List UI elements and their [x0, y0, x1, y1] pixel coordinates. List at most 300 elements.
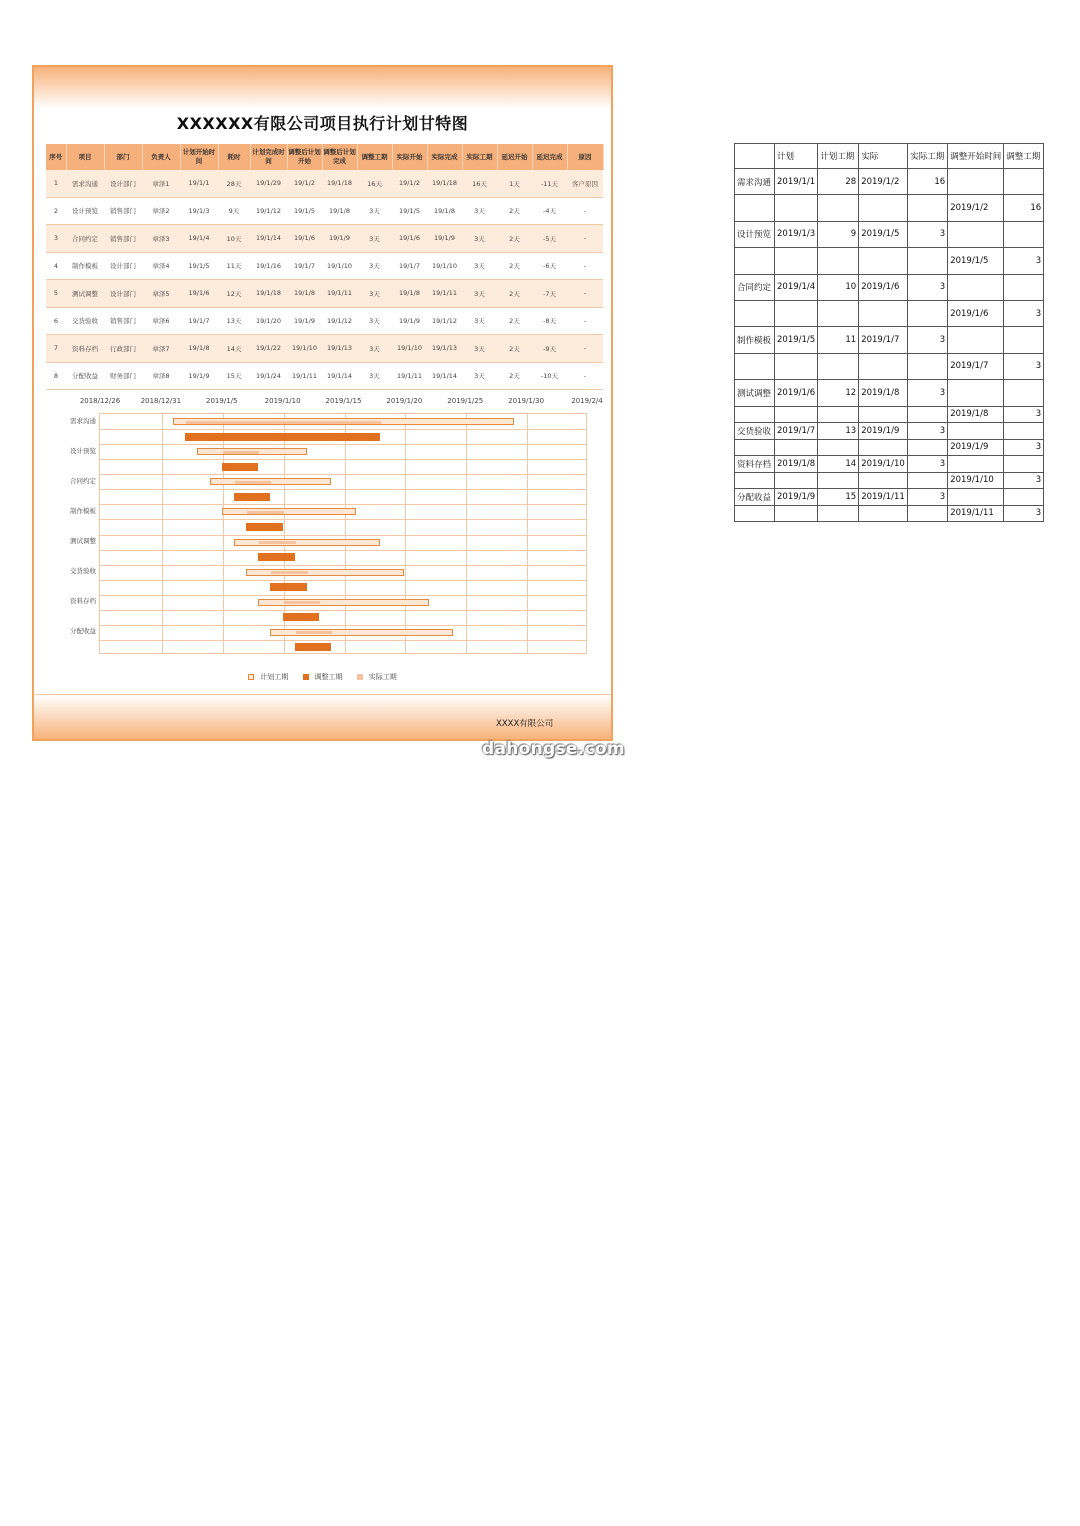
plan-cell: 章泽1 — [142, 170, 180, 197]
plan-cell: 19/1/4 — [180, 225, 218, 253]
plan-bar — [173, 418, 514, 425]
side-table-row — [735, 274, 1044, 300]
plan-header-cell: 部门 — [104, 144, 142, 170]
plan-cell: 19/1/10 — [392, 335, 427, 363]
side-cell: 3 — [908, 456, 948, 473]
category-label: 合同约定 — [70, 476, 96, 485]
side-cell: 13 — [818, 423, 859, 440]
category-label: 交货验收 — [70, 567, 96, 576]
side-table-row — [735, 248, 1044, 274]
plan-cell: 3天 — [462, 335, 497, 363]
plan-cell: 19/1/24 — [250, 362, 287, 390]
plan-cell: 19/1/6 — [392, 225, 427, 253]
side-cell: 2019/1/7 — [859, 327, 908, 353]
side-cell — [948, 456, 1004, 473]
plan-table-row — [46, 225, 603, 253]
grid-hline — [100, 610, 586, 611]
actual-bar — [271, 571, 308, 574]
plan-cell: 7 — [46, 335, 66, 363]
side-cell: 2019/1/8 — [775, 456, 818, 473]
x-tick-label: 2019/2/4 — [571, 397, 603, 405]
side-cell — [859, 300, 908, 326]
side-cell — [1004, 169, 1044, 195]
side-data-table — [734, 143, 1044, 522]
side-table-header-row — [735, 144, 1044, 169]
side-cell: 3 — [908, 489, 948, 506]
side-cell — [1004, 380, 1044, 406]
gantt-grid — [99, 413, 587, 654]
side-cell: 设计预览 — [735, 221, 775, 247]
side-cell: 资料存档 — [735, 456, 775, 473]
plan-cell: 2天 — [497, 335, 532, 363]
gantt-chart — [34, 385, 611, 685]
side-cell: 14 — [818, 456, 859, 473]
side-cell: 2019/1/9 — [948, 439, 1004, 456]
side-table-row — [735, 169, 1044, 195]
side-cell — [818, 472, 859, 489]
plan-cell: 16天 — [357, 170, 392, 197]
side-cell — [1004, 456, 1044, 473]
plan-cell: 19/1/10 — [322, 252, 357, 280]
category-label: 设计预览 — [70, 446, 96, 455]
plan-cell: 11天 — [218, 252, 250, 280]
grid-hline — [100, 459, 586, 460]
side-cell: 28 — [818, 169, 859, 195]
side-cell — [859, 472, 908, 489]
side-cell: 3 — [1004, 300, 1044, 326]
plan-cell: 19/1/8 — [287, 280, 322, 308]
grid-hline — [100, 595, 586, 596]
side-table-row — [735, 221, 1044, 247]
side-cell — [859, 505, 908, 522]
plan-header-cell: 调整后计划开始 — [287, 144, 322, 170]
side-cell: 11 — [818, 327, 859, 353]
adjust-bar — [258, 553, 295, 561]
grid-hline — [100, 625, 586, 626]
side-cell: 3 — [908, 274, 948, 300]
plan-cell: 19/1/14 — [427, 362, 462, 390]
side-cell: 2019/1/5 — [775, 327, 818, 353]
side-cell: 2019/1/6 — [859, 274, 908, 300]
footer-company: XXXX有限公司 — [496, 719, 554, 729]
plan-cell: 19/1/10 — [427, 252, 462, 280]
side-cell — [735, 300, 775, 326]
category-label: 资料存档 — [70, 597, 96, 606]
side-cell — [775, 406, 818, 423]
plan-bar — [210, 478, 332, 485]
side-table-row — [735, 353, 1044, 379]
plan-cell: 设计部门 — [104, 280, 142, 308]
plan-header-cell: 负责人 — [142, 144, 180, 170]
plan-cell: 3天 — [462, 307, 497, 335]
side-cell — [948, 423, 1004, 440]
plan-table-row — [46, 335, 603, 363]
x-tick-label: 2019/1/5 — [206, 397, 238, 405]
plan-cell: 19/1/11 — [427, 280, 462, 308]
plan-header-cell: 调整工期 — [357, 144, 392, 170]
plan-cell: 19/1/9 — [180, 362, 218, 390]
side-header-cell — [735, 144, 775, 169]
legend-adjust-label: 调整工期 — [314, 673, 343, 681]
header-band — [34, 67, 611, 109]
side-cell — [735, 195, 775, 221]
plan-cell: 章泽5 — [142, 280, 180, 308]
plan-cell: 销售部门 — [104, 307, 142, 335]
side-cell — [735, 248, 775, 274]
side-cell: 2019/1/9 — [775, 489, 818, 506]
plan-cell: 10天 — [218, 225, 250, 253]
plan-header-cell: 计划开始时间 — [180, 144, 218, 170]
plan-cell: - — [567, 307, 603, 335]
side-cell: 2019/1/3 — [775, 221, 818, 247]
plan-cell: 19/1/12 — [427, 307, 462, 335]
legend-actual-swatch — [357, 674, 363, 680]
side-cell — [948, 274, 1004, 300]
plan-cell: 3天 — [357, 225, 392, 253]
side-cell — [735, 472, 775, 489]
adjust-bar — [283, 613, 320, 621]
adjust-bar — [295, 643, 332, 651]
plan-cell: 19/1/5 — [287, 197, 322, 225]
plan-cell: 19/1/6 — [287, 225, 322, 253]
side-table-row — [735, 406, 1044, 423]
plan-cell: 2 — [46, 197, 66, 225]
side-cell — [908, 248, 948, 274]
plan-cell: 13天 — [218, 307, 250, 335]
plan-cell: 15天 — [218, 362, 250, 390]
plan-cell: 19/1/29 — [250, 170, 287, 197]
side-cell: 2019/1/8 — [859, 380, 908, 406]
plan-cell: 1 — [46, 170, 66, 197]
plan-cell: 3天 — [462, 362, 497, 390]
side-cell: 2019/1/7 — [775, 423, 818, 440]
adjust-bar — [185, 433, 380, 441]
plan-header-cell: 实际工期 — [462, 144, 497, 170]
side-cell — [1004, 423, 1044, 440]
plan-cell: -7天 — [532, 280, 567, 308]
plan-cell: 16天 — [462, 170, 497, 197]
plan-bar — [222, 508, 356, 515]
plan-table-row — [46, 252, 603, 280]
plan-cell: -11天 — [532, 170, 567, 197]
plan-header-cell: 延迟开始 — [497, 144, 532, 170]
category-label: 测试调整 — [70, 537, 96, 546]
plan-cell: - — [567, 362, 603, 390]
plan-cell: 19/1/9 — [392, 307, 427, 335]
side-cell — [735, 439, 775, 456]
side-cell: 2019/1/11 — [859, 489, 908, 506]
plan-header-cell: 实际完成 — [427, 144, 462, 170]
plan-bar — [246, 569, 404, 576]
plan-bar — [258, 599, 428, 606]
plan-cell: 销售部门 — [104, 225, 142, 253]
plan-cell: 销售部门 — [104, 197, 142, 225]
plan-cell: 19/1/10 — [287, 335, 322, 363]
side-cell — [859, 406, 908, 423]
plan-cell: 19/1/9 — [322, 225, 357, 253]
grid-vline — [527, 414, 528, 653]
plan-cell: 19/1/11 — [392, 362, 427, 390]
plan-cell: 设计部门 — [104, 252, 142, 280]
plan-cell: 测试调整 — [66, 280, 104, 308]
plan-cell: -5天 — [532, 225, 567, 253]
plan-cell: 3天 — [357, 335, 392, 363]
adjust-bar — [234, 493, 271, 501]
plan-cell: 19/1/18 — [427, 170, 462, 197]
plan-header-cell: 原因 — [567, 144, 603, 170]
grid-hline — [100, 504, 586, 505]
plan-cell: 2天 — [497, 197, 532, 225]
side-cell — [818, 353, 859, 379]
plan-cell: 设计预览 — [66, 197, 104, 225]
actual-bar — [296, 631, 333, 634]
side-cell — [908, 472, 948, 489]
plan-cell: - — [567, 280, 603, 308]
side-cell — [735, 353, 775, 379]
plan-header-cell: 项目 — [66, 144, 104, 170]
grid-vline — [405, 414, 406, 653]
side-cell — [948, 489, 1004, 506]
side-cell: 3 — [1004, 505, 1044, 522]
plan-cell: 资料存档 — [66, 335, 104, 363]
side-cell — [818, 248, 859, 274]
side-cell: 2019/1/7 — [948, 353, 1004, 379]
side-cell — [948, 169, 1004, 195]
side-cell: 3 — [1004, 248, 1044, 274]
plan-cell: 制作模板 — [66, 252, 104, 280]
plan-cell: 14天 — [218, 335, 250, 363]
side-header-cell: 实际 — [859, 144, 908, 169]
side-table-row — [735, 423, 1044, 440]
side-table-row — [735, 489, 1044, 506]
plan-cell: -10天 — [532, 362, 567, 390]
side-cell — [908, 195, 948, 221]
plan-cell: 交货验收 — [66, 307, 104, 335]
side-cell — [908, 406, 948, 423]
plan-cell: 8 — [46, 362, 66, 390]
side-cell — [775, 505, 818, 522]
plan-cell: 19/1/22 — [250, 335, 287, 363]
grid-hline — [100, 474, 586, 475]
plan-cell: 3天 — [357, 280, 392, 308]
plan-cell: 章泽8 — [142, 362, 180, 390]
category-label: 制作模板 — [70, 506, 96, 515]
side-cell — [1004, 221, 1044, 247]
side-cell: 2019/1/1 — [775, 169, 818, 195]
side-cell — [818, 505, 859, 522]
plan-cell: 19/1/8 — [392, 280, 427, 308]
plan-cell: 19/1/14 — [322, 362, 357, 390]
plan-cell: 19/1/14 — [250, 225, 287, 253]
plan-cell: 2天 — [497, 362, 532, 390]
side-cell: 2019/1/2 — [948, 195, 1004, 221]
side-table-row — [735, 195, 1044, 221]
plan-cell: 需求沟通 — [66, 170, 104, 197]
plan-bar — [197, 448, 307, 455]
side-cell — [859, 439, 908, 456]
side-cell — [735, 505, 775, 522]
plan-cell: 章泽6 — [142, 307, 180, 335]
side-cell — [1004, 327, 1044, 353]
actual-bar — [284, 601, 321, 604]
plan-cell: - — [567, 252, 603, 280]
side-cell: 2019/1/6 — [948, 300, 1004, 326]
plan-cell: 3天 — [462, 197, 497, 225]
side-cell: 3 — [1004, 472, 1044, 489]
side-cell — [818, 406, 859, 423]
side-cell — [948, 327, 1004, 353]
x-tick-label: 2019/1/10 — [264, 397, 301, 405]
plan-cell: 12天 — [218, 280, 250, 308]
grid-hline — [100, 640, 586, 641]
plan-header-cell: 计划完成时间 — [250, 144, 287, 170]
side-cell: 3 — [1004, 406, 1044, 423]
plan-cell: 3 — [46, 225, 66, 253]
side-cell — [775, 300, 818, 326]
side-cell — [775, 472, 818, 489]
plan-cell: 3天 — [462, 252, 497, 280]
plan-table-row — [46, 197, 603, 225]
side-table-row — [735, 439, 1044, 456]
grid-hline — [100, 535, 586, 536]
plan-cell: 合同约定 — [66, 225, 104, 253]
side-cell: 3 — [1004, 353, 1044, 379]
side-cell: 需求沟通 — [735, 169, 775, 195]
side-table-row — [735, 505, 1044, 522]
side-cell — [948, 221, 1004, 247]
plan-cell: 19/1/20 — [250, 307, 287, 335]
gantt-sheet — [32, 65, 613, 741]
plan-cell: 19/1/6 — [180, 280, 218, 308]
side-cell — [908, 353, 948, 379]
legend-actual — [354, 673, 400, 681]
plan-bar — [270, 629, 453, 636]
x-tick-label: 2018/12/26 — [79, 397, 121, 405]
side-cell: 16 — [908, 169, 948, 195]
plan-cell: 19/1/13 — [427, 335, 462, 363]
plan-table — [46, 144, 604, 390]
plan-cell: 章泽3 — [142, 225, 180, 253]
plan-header-cell: 序号 — [46, 144, 66, 170]
side-cell: 分配收益 — [735, 489, 775, 506]
plan-cell: 章泽7 — [142, 335, 180, 363]
x-tick-label: 2019/1/15 — [325, 397, 362, 405]
legend-plan — [245, 673, 291, 681]
sheet-title: XXXXXX有限公司项目执行计划甘特图 — [176, 114, 469, 133]
plan-cell: 19/1/11 — [287, 362, 322, 390]
side-cell: 2019/1/10 — [859, 456, 908, 473]
plan-bar — [234, 539, 380, 546]
plan-cell: 19/1/2 — [392, 170, 427, 197]
plan-cell: 19/1/12 — [250, 197, 287, 225]
legend-adjust — [300, 673, 346, 681]
grid-hline — [100, 565, 586, 566]
plan-cell: 章泽2 — [142, 197, 180, 225]
category-label: 分配收益 — [70, 627, 96, 636]
side-cell — [1004, 489, 1044, 506]
side-cell — [948, 380, 1004, 406]
side-cell — [775, 439, 818, 456]
side-cell: 2019/1/5 — [948, 248, 1004, 274]
grid-hline — [100, 519, 586, 520]
plan-cell: 19/1/16 — [250, 252, 287, 280]
plan-cell: 19/1/8 — [427, 197, 462, 225]
plan-cell: 财务部门 — [104, 362, 142, 390]
adjust-bar — [270, 583, 307, 591]
side-cell: 3 — [908, 327, 948, 353]
plan-cell: 3天 — [357, 362, 392, 390]
plan-cell: 19/1/12 — [322, 307, 357, 335]
plan-cell: 19/1/18 — [250, 280, 287, 308]
plan-cell: 2天 — [497, 280, 532, 308]
grid-vline — [162, 414, 163, 653]
plan-cell: 19/1/8 — [322, 197, 357, 225]
plan-cell: 章泽4 — [142, 252, 180, 280]
grid-vline — [345, 414, 346, 653]
x-tick-label: 2019/1/30 — [508, 397, 545, 405]
plan-cell: 19/1/18 — [322, 170, 357, 197]
side-cell: 3 — [1004, 439, 1044, 456]
plan-cell: - — [567, 335, 603, 363]
plan-table-header-row — [46, 144, 603, 170]
plan-cell: 19/1/8 — [180, 335, 218, 363]
side-cell: 交货验收 — [735, 423, 775, 440]
plan-cell: 19/1/9 — [427, 225, 462, 253]
legend-plan-label: 计划工期 — [260, 673, 289, 681]
grid-hline — [100, 550, 586, 551]
plan-cell: 4 — [46, 252, 66, 280]
adjust-bar — [246, 523, 283, 531]
side-cell: 10 — [818, 274, 859, 300]
plan-cell: 5 — [46, 280, 66, 308]
plan-cell: 9天 — [218, 197, 250, 225]
grid-hline — [100, 489, 586, 490]
side-cell: 合同约定 — [735, 274, 775, 300]
side-cell: 3 — [908, 380, 948, 406]
plan-cell: 3天 — [357, 307, 392, 335]
plan-cell: -4天 — [532, 197, 567, 225]
x-tick-label: 2018/12/31 — [140, 397, 182, 405]
plan-header-cell: 耗时 — [218, 144, 250, 170]
plan-cell: 3天 — [462, 225, 497, 253]
plan-cell: -9天 — [532, 335, 567, 363]
plan-cell: 19/1/7 — [392, 252, 427, 280]
plan-cell: 19/1/1 — [180, 170, 218, 197]
plan-cell: 19/1/2 — [287, 170, 322, 197]
plan-header-cell: 实际开始 — [392, 144, 427, 170]
plan-cell: 2天 — [497, 225, 532, 253]
plan-cell: - — [567, 197, 603, 225]
x-tick-label: 2019/1/20 — [386, 397, 423, 405]
side-cell — [818, 195, 859, 221]
side-cell: 2019/1/8 — [948, 406, 1004, 423]
side-cell: 2019/1/11 — [948, 505, 1004, 522]
legend-plan-swatch — [248, 674, 254, 680]
side-header-cell: 计划工期 — [818, 144, 859, 169]
side-cell: 2019/1/5 — [859, 221, 908, 247]
plan-cell: 2天 — [497, 252, 532, 280]
actual-bar — [235, 481, 272, 484]
side-header-cell: 实际工期 — [908, 144, 948, 169]
side-cell: 测试调整 — [735, 380, 775, 406]
side-cell: 9 — [818, 221, 859, 247]
side-table-row — [735, 456, 1044, 473]
side-cell: 12 — [818, 380, 859, 406]
grid-vline — [466, 414, 467, 653]
side-cell — [818, 439, 859, 456]
plan-cell: 19/1/11 — [322, 280, 357, 308]
plan-cell: 28天 — [218, 170, 250, 197]
